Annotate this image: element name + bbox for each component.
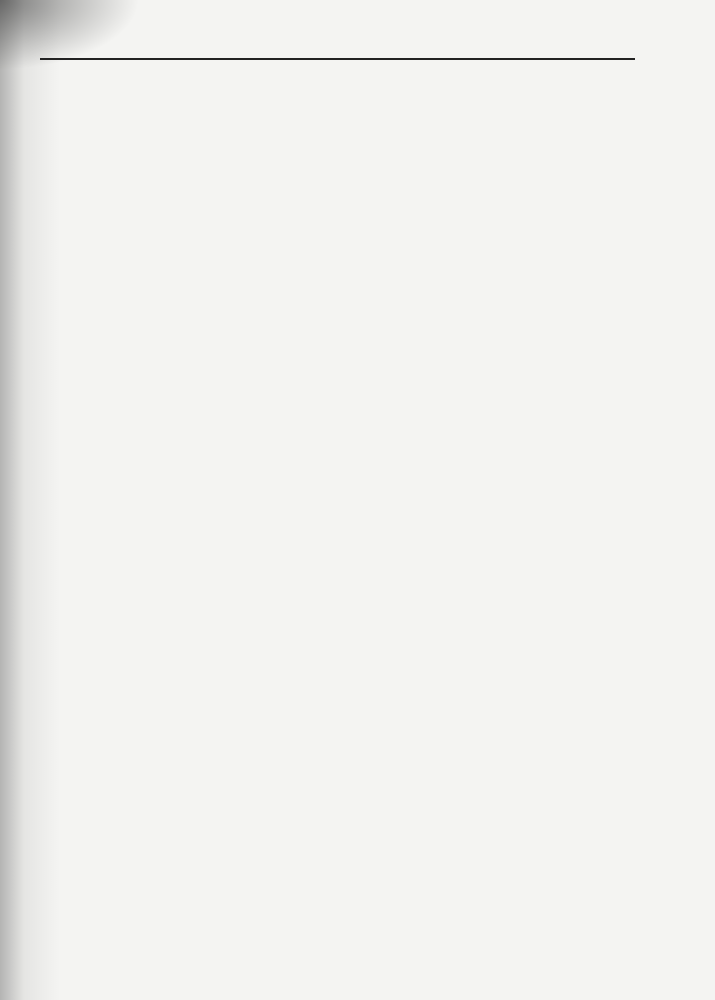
running-header [0, 33, 635, 59]
binding-shadow [0, 0, 60, 1000]
genealogy-text [20, 72, 660, 77]
header-rule [40, 58, 635, 60]
